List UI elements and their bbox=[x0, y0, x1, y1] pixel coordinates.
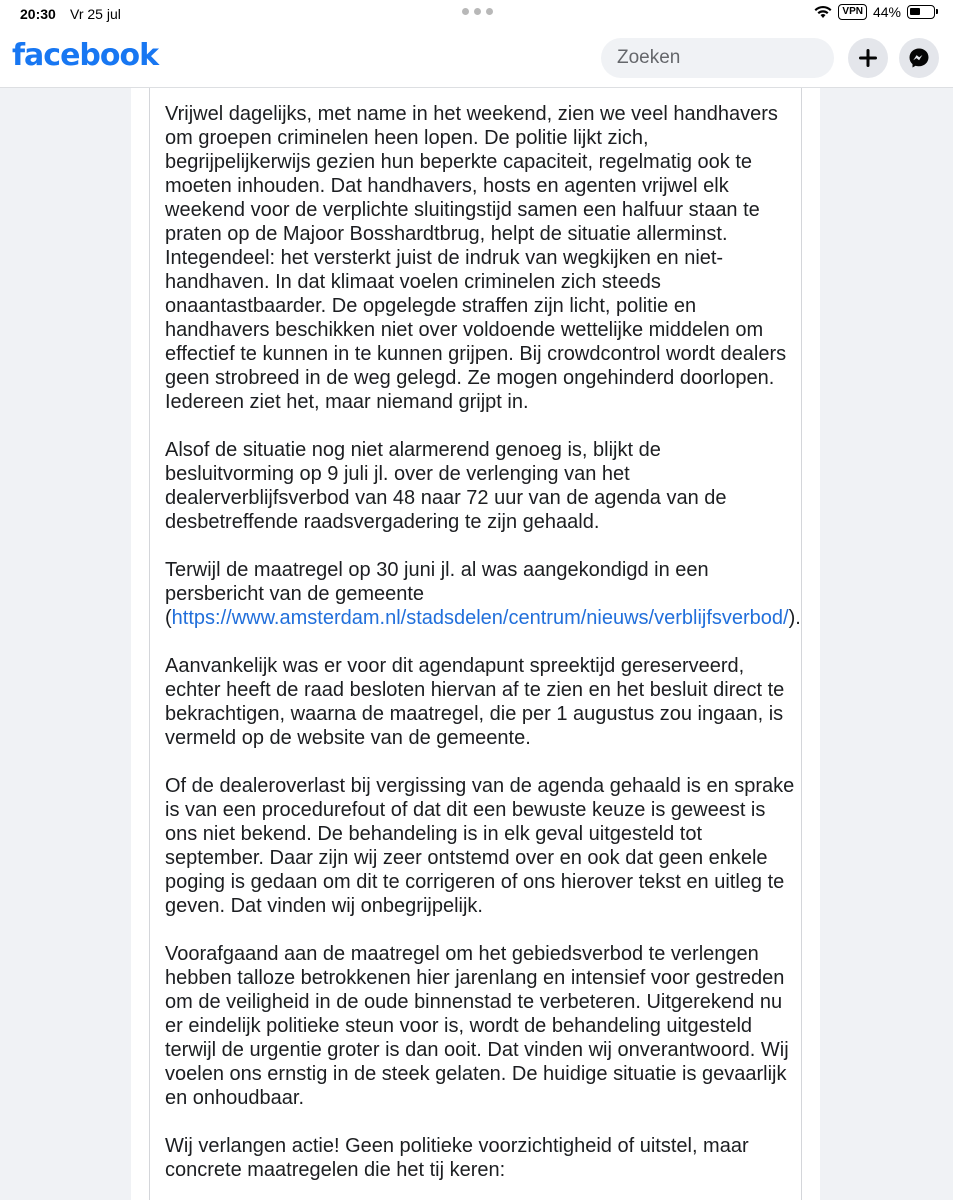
plus-icon bbox=[858, 48, 878, 68]
facebook-logo[interactable]: facebook bbox=[12, 38, 159, 73]
paragraph-text: Terwijl de maatregel op 30 juni jl. al was aangekondigd in een persbericht van de gemeente ( bbox=[165, 559, 709, 629]
post-paragraph: Wij verlangen actie! Geen politieke voorzichtigheid of uitstel, maar concrete maatregelen die het tij keren: bbox=[165, 1135, 749, 1181]
wifi-icon bbox=[814, 5, 832, 19]
status-bar bbox=[0, 0, 953, 28]
post-paragraph: Of de dealeroverlast bij vergissing van de agenda gehaald is en sprake is van een procedurefout of dat dit een bewuste keuze is geweest is ons niet bekend. De behandeling is in elk geval uitgesteld tot september. Daar zijn wij zeer ontstemd over en ook dat geen enkele poging is gedaan om dit te corrigeren of ons hierover tekst en uitleg te geven. Dat vinden wij onbegrijpelijk. bbox=[165, 775, 795, 917]
dot-icon bbox=[462, 8, 469, 15]
messenger-button[interactable] bbox=[899, 38, 939, 78]
post-card bbox=[149, 88, 802, 1200]
status-right bbox=[814, 4, 935, 20]
post-paragraph: Voorafgaand aan de maatregel om het gebiedsverbod te verlengen hebben talloze betrokkenen hier jarenlang en intensief voor gestreden om de veiligheid in de oude binnenstad te verbeteren. Uitgerekend nu er eindelijk politieke steun voor is, wordt de behandeling uitgesteld terwijl de urgentie groter is dan ooit. Dat vinden wij onverantwoord. Wij voelen ons ernstig in de steek gelaten. De huidige situatie is gevaarlijk en onhoudbaar. bbox=[165, 943, 789, 1109]
battery-icon bbox=[907, 5, 935, 19]
municipality-link[interactable]: https://www.amsterdam.nl/stadsdelen/centrum/nieuws/verblijfsverbod/ bbox=[171, 607, 789, 629]
paragraph-text: ). bbox=[788, 607, 801, 629]
post-paragraph bbox=[165, 558, 801, 630]
create-button[interactable] bbox=[848, 38, 888, 78]
feed bbox=[131, 88, 820, 1200]
facebook-header bbox=[0, 28, 953, 88]
post-paragraph: Aanvankelijk was er voor dit agendapunt spreektijd gereserveerd, echter heeft de raad besloten hiervan af te zien en het besluit direct te bekrachtigen, waarna de maatregel, die per 1 augustus zou ingaan, is vermeld op de website van de gemeente. bbox=[165, 655, 785, 749]
vpn-badge: VPN bbox=[838, 4, 867, 20]
battery-fill bbox=[910, 8, 920, 15]
dot-icon bbox=[474, 8, 481, 15]
post-paragraph: Alsof de situatie nog niet alarmerend genoeg is, blijkt de besluitvorming op 9 juli jl. over de verlenging van het dealerverblijfsverbod van 48 naar 72 uur van de agenda van de desbetreffende raadsvergadering te zijn gehaald. bbox=[165, 439, 727, 533]
multitasking-dots[interactable] bbox=[462, 8, 493, 15]
messenger-icon bbox=[908, 47, 930, 69]
dot-icon bbox=[486, 8, 493, 15]
post-paragraph: Vrijwel dagelijks, met name in het weekend, zien we veel handhavers om groepen criminelen heen lopen. De politie lijkt zich, begrijpelijkerwijs gezien hun beperkte capaciteit, regelmatig ook te moeten inhouden. Dat handhavers, hosts en agenten vrijwel elk weekend voor de verplichte sluitingstijd samen een halfuur staan te praten op de Majoor Bosshardtbrug, helpt de situatie allerminst. Integendeel: het versterkt juist de indruk van wegkijken en niet-handhaven. In dat klimaat voelen criminelen zich steeds onaantastbaarder. De opgelegde straffen zijn licht, politie en handhavers beschikken niet over voldoende wettelijke middelen om effectief te kunnen in te kunnen grijpen. Bij crowdcontrol wordt dealers geen strobreed in de weg gelegd. Ze mogen ongehinderd doorlopen. Iedereen ziet het, maar niemand grijpt in. bbox=[165, 103, 787, 413]
search-input[interactable]: Zoeken bbox=[601, 38, 834, 78]
status-date: Vr 25 jul bbox=[70, 6, 121, 22]
status-time: 20:30 bbox=[20, 6, 56, 22]
battery-percent: 44% bbox=[872, 4, 901, 20]
